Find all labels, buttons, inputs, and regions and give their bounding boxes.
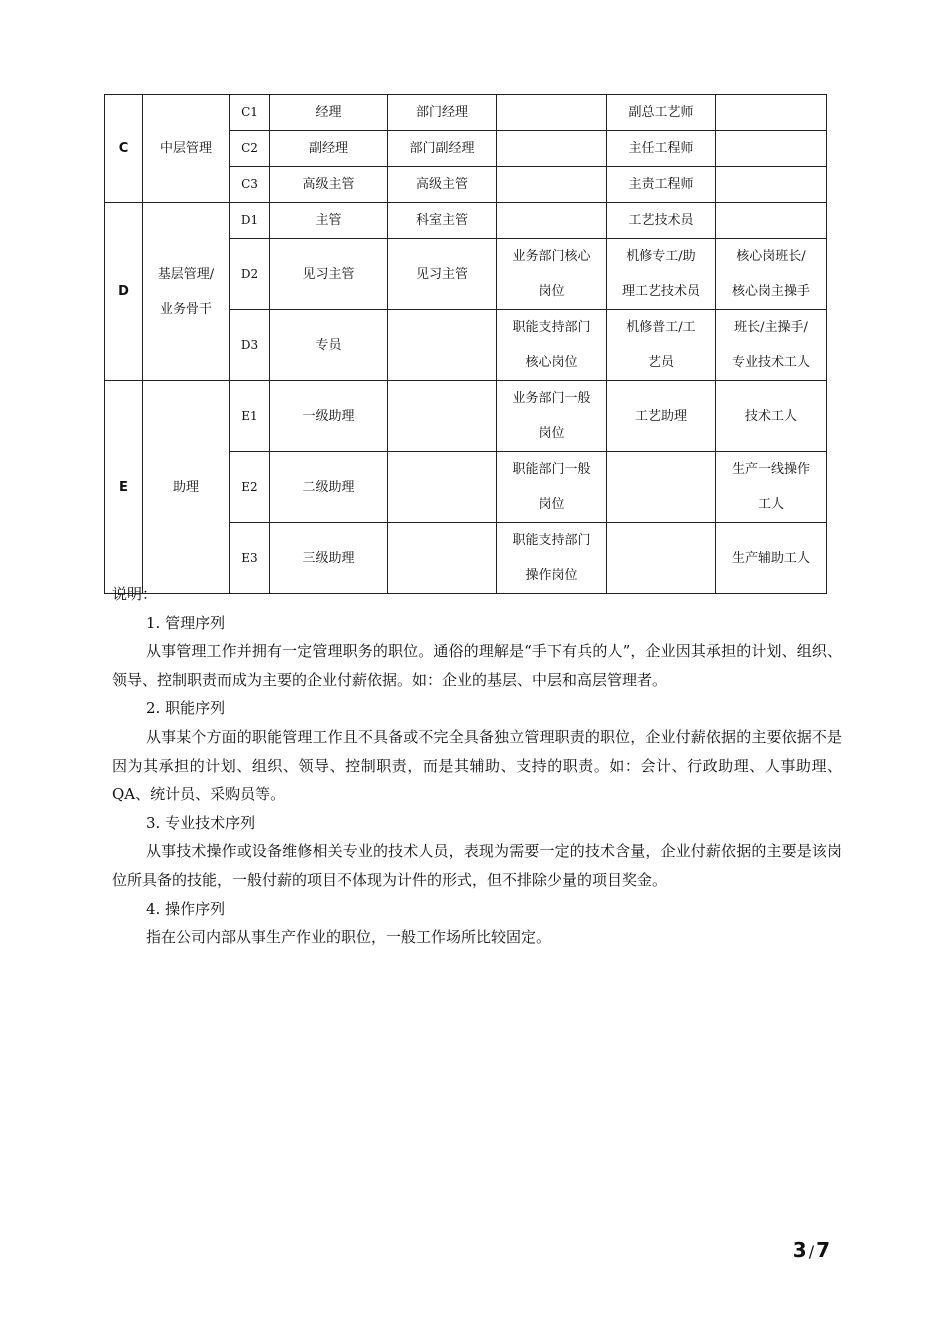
mgmt-cell: 见习主管 (388, 239, 497, 310)
ops-cell (716, 131, 827, 167)
cell-line: 生产一线操作 (731, 462, 810, 477)
note-title: 2. 职能序列 (146, 699, 226, 718)
job-title: 见习主管 (270, 239, 388, 310)
level-code: C2 (230, 131, 270, 167)
func-cell (497, 167, 607, 203)
cell-line: 核心岗位 (525, 355, 578, 370)
ops-cell (716, 167, 827, 203)
cell-line: 理工艺技术员 (621, 284, 700, 299)
cell-line: 职能支持部门 (512, 320, 591, 335)
mgmt-cell: 高级主管 (388, 167, 497, 203)
func-cell (497, 381, 607, 452)
cell-line: 岗位 (538, 284, 565, 299)
grade-name-line: 业务骨干 (159, 301, 212, 317)
level-code: D2 (230, 239, 270, 310)
ops-cell (716, 95, 827, 131)
note-title: 1. 管理序列 (146, 613, 226, 632)
tech-cell (607, 239, 716, 310)
tech-cell (607, 452, 716, 523)
notes-section (112, 580, 842, 952)
mgmt-cell (388, 452, 497, 523)
cell-line: 机修普工/工 (626, 320, 696, 335)
note-body: 从事技术操作或设备维修相关专业的技术人员，表现为需要一定的技术含量，企业付薪依据的主要是该岗位所具备的技能，一般付薪的项目不体现为计件的形式，但不排除少量的项目奖金。 (112, 842, 842, 889)
func-cell (497, 203, 607, 239)
level-code: C1 (230, 95, 270, 131)
page-number (793, 1238, 830, 1262)
cell-line: 业务部门核心 (512, 249, 591, 264)
note-title: 3. 专业技术序列 (146, 813, 256, 832)
tech-cell: 主责工程师 (607, 167, 716, 203)
func-cell (497, 452, 607, 523)
tech-cell: 副总工艺师 (607, 95, 716, 131)
level-code: C3 (230, 167, 270, 203)
cell-line: 岗位 (538, 426, 565, 441)
cell-line: 职能支持部门 (512, 533, 591, 548)
job-title: 专员 (270, 310, 388, 381)
level-code: E2 (230, 452, 270, 523)
cell-line: 艺员 (647, 355, 674, 370)
ops-cell (716, 239, 827, 310)
note-body: 从事管理工作并拥有一定管理职务的职位。通俗的理解是“手下有兵的人”，企业因其承担的计划、组织、领导、控制职责而成为主要的企业付薪依据。如：企业的基层、中层和高层管理者。 (112, 642, 842, 689)
grade-name: 助理 (143, 381, 230, 594)
cell-line: 工人 (757, 497, 784, 512)
func-cell (497, 239, 607, 310)
tech-cell: 主任工程师 (607, 131, 716, 167)
mgmt-cell (388, 310, 497, 381)
mgmt-cell (388, 381, 497, 452)
cell-line: 机修专工/助 (626, 249, 696, 264)
level-code: E1 (230, 381, 270, 452)
grade-name: 中层管理 (143, 95, 230, 203)
job-title: 三级助理 (270, 523, 388, 594)
func-cell (497, 310, 607, 381)
tech-cell: 工艺技术员 (607, 203, 716, 239)
page-separator: / (808, 1242, 815, 1261)
cell-line: 班长/主操手/ (734, 320, 808, 335)
mgmt-cell: 部门经理 (388, 95, 497, 131)
level-code: E3 (230, 523, 270, 594)
mgmt-cell: 科室主管 (388, 203, 497, 239)
func-cell (497, 131, 607, 167)
table-row (105, 381, 827, 452)
mgmt-cell: 部门副经理 (388, 131, 497, 167)
ops-cell: 技术工人 (716, 381, 827, 452)
grade-name (143, 203, 230, 381)
ops-cell (716, 310, 827, 381)
cell-line: 核心岗班长/ (736, 249, 806, 264)
ops-cell (716, 452, 827, 523)
grade-code: D (105, 203, 143, 381)
job-title: 二级助理 (270, 452, 388, 523)
grade-name-line: 基层管理/ (157, 266, 215, 282)
tech-cell: 工艺助理 (607, 381, 716, 452)
notes-heading: 说明： (112, 585, 158, 603)
cell-line: 职能部门一般 (512, 462, 591, 477)
note-body: 指在公司内部从事生产作业的职位，一般工作场所比较固定。 (146, 928, 552, 947)
cell-line: 操作岗位 (525, 568, 578, 583)
func-cell (497, 95, 607, 131)
job-title: 主管 (270, 203, 388, 239)
page-current: 3 (792, 1238, 807, 1262)
cell-line: 业务部门一般 (512, 391, 591, 406)
ops-cell: 生产辅助工人 (716, 523, 827, 594)
level-code: D1 (230, 203, 270, 239)
note-title: 4. 操作序列 (146, 899, 226, 918)
ops-cell (716, 203, 827, 239)
note-body: 从事某个方面的职能管理工作且不具备或不完全具备独立管理职责的职位，企业付薪依据的主要依据不是因为其承担的计划、组织、领导、控制职责，而是其辅助、支持的职责。如：会计、行政助理、人事助理、QA、统计员、采购员等。 (112, 727, 842, 804)
cell-line: 岗位 (538, 497, 565, 512)
table-row (105, 203, 827, 239)
job-title: 副经理 (270, 131, 388, 167)
page-total: 7 (816, 1238, 830, 1262)
job-title: 高级主管 (270, 167, 388, 203)
grade-table (104, 94, 827, 594)
job-title: 一级助理 (270, 381, 388, 452)
tech-cell (607, 310, 716, 381)
cell-line: 专业技术工人 (731, 355, 810, 370)
level-code: D3 (230, 310, 270, 381)
table-row (105, 95, 827, 131)
grade-code: E (105, 381, 143, 594)
cell-line: 核心岗主操手 (731, 284, 810, 299)
job-title: 经理 (270, 95, 388, 131)
grade-code: C (105, 95, 143, 203)
